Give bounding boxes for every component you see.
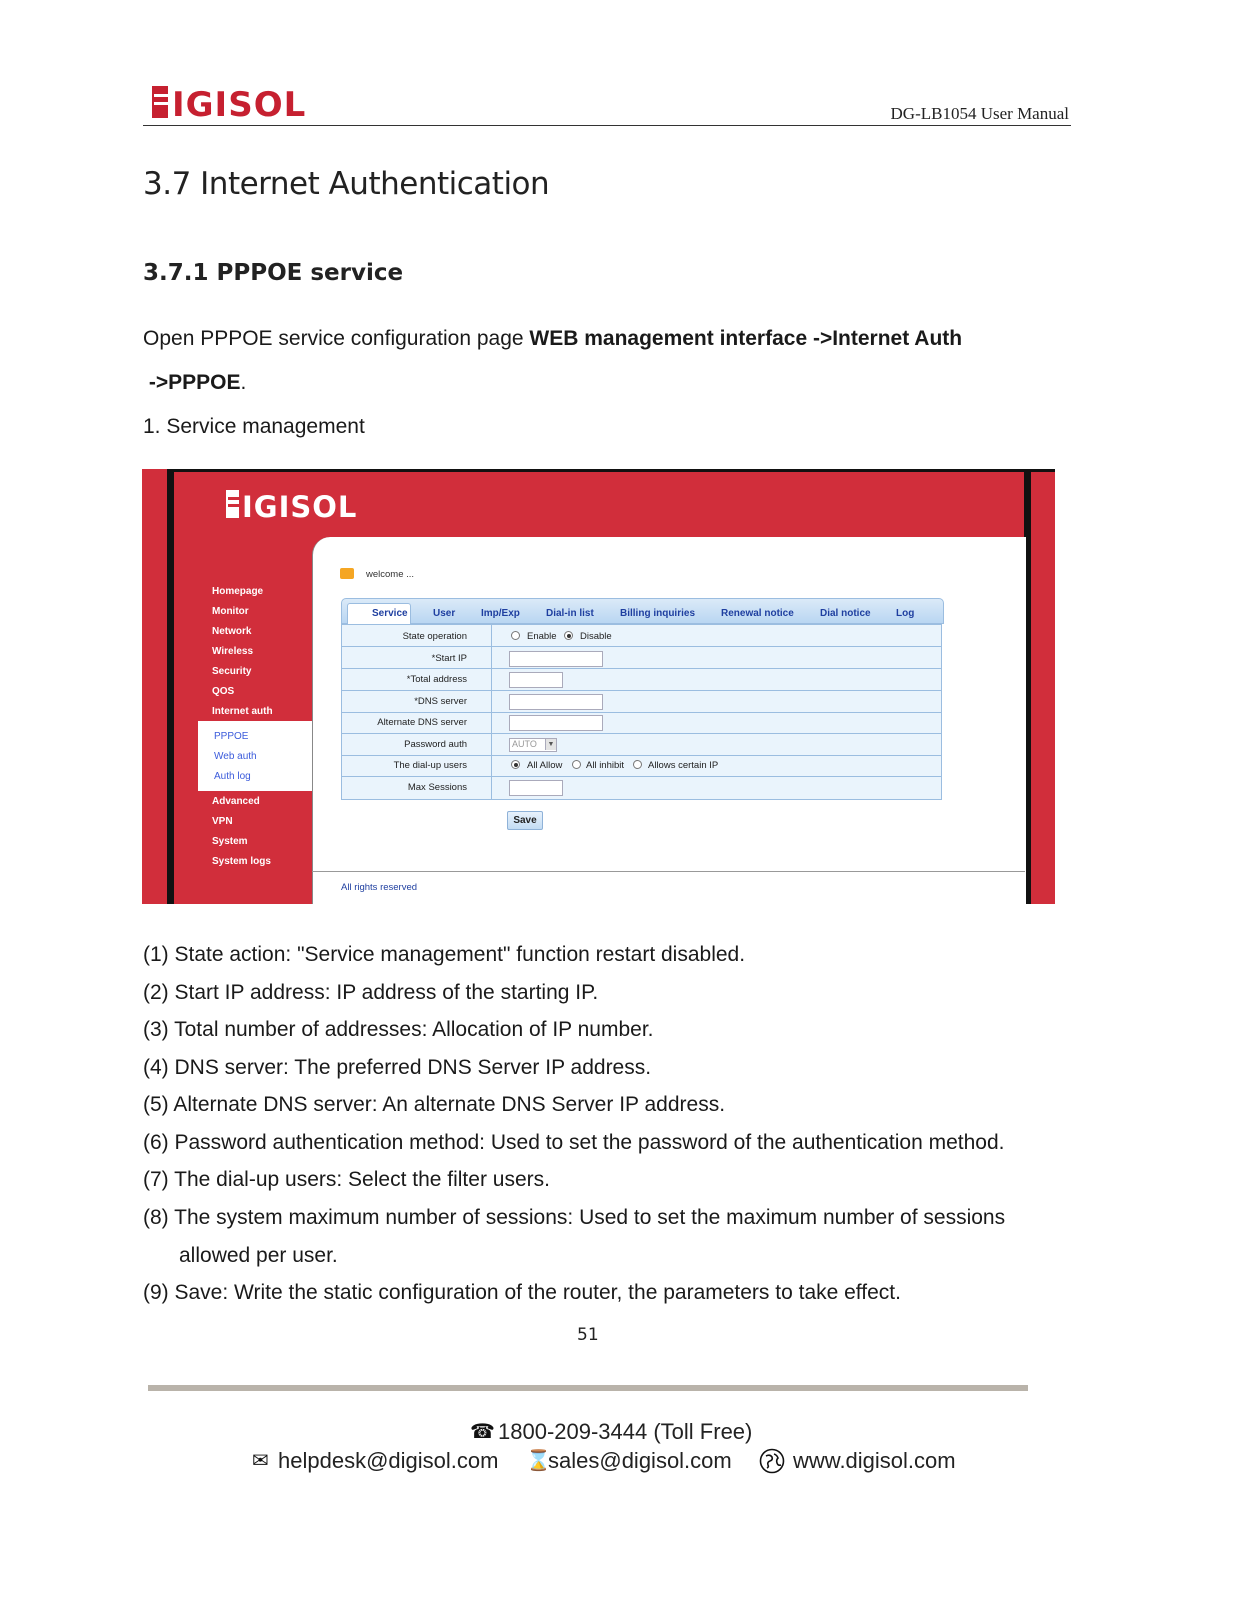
mail-icon: ✉	[252, 1450, 269, 1472]
option-all-inhibit: All inhibit	[586, 760, 625, 771]
row-divider	[341, 733, 942, 734]
label-dialup-users: The dial-up users	[393, 760, 467, 771]
frame-top	[167, 469, 1055, 472]
row-divider	[341, 690, 942, 691]
description-item: (1) State action: "Service management" function restart disabled.	[143, 943, 746, 966]
radio-all-inhibit[interactable]	[572, 760, 581, 769]
label-state-operation: State operation	[402, 631, 467, 642]
label-max-sessions: Max Sessions	[407, 782, 467, 793]
row-divider	[341, 646, 942, 647]
label-total-address: *Total address	[406, 674, 467, 685]
speaker-icon	[340, 568, 354, 579]
footer-phone: 1800-209-3444 (Toll Free)	[498, 1419, 753, 1444]
intro-path: WEB management interface ->Internet Auth	[529, 327, 963, 350]
tab-dial-in-list[interactable]: Dial-in list	[546, 608, 594, 619]
nav-advanced[interactable]: Advanced	[212, 796, 260, 807]
header-rule	[143, 125, 1071, 126]
intro-suffix: .	[240, 371, 247, 394]
nav-homepage[interactable]: Homepage	[212, 586, 264, 597]
save-button[interactable]: Save	[507, 811, 543, 830]
tab-imp-exp[interactable]: Imp/Exp	[481, 608, 520, 619]
nav-internet-auth[interactable]: Internet auth	[212, 706, 273, 717]
radio-all-allow[interactable]	[511, 760, 520, 769]
svg-text:IGISOL: IGISOL	[172, 85, 307, 122]
description-item: (2) Start IP address: IP address of the starting IP.	[143, 981, 599, 1004]
option-allows-certain-ip: Allows certain IP	[648, 760, 719, 771]
option-disable: Disable	[580, 631, 612, 642]
footer-sales-email[interactable]: sales@digisol.com	[548, 1448, 732, 1473]
chevron-down-icon[interactable]: ▼	[545, 739, 556, 750]
globe-icon	[759, 1448, 785, 1474]
tab-user[interactable]: User	[433, 608, 456, 619]
alternate-dns-input[interactable]	[509, 715, 603, 731]
frame-left	[167, 469, 174, 904]
phone-icon: ☎	[470, 1421, 495, 1443]
welcome-text: welcome ...	[366, 569, 415, 580]
label-dns-server: *DNS server	[414, 696, 467, 707]
subsection-title: 3.7.1 PPPOE service	[143, 260, 404, 286]
password-auth-value: AUTO	[512, 739, 537, 749]
radio-allows-certain-ip[interactable]	[633, 760, 642, 769]
label-alternate-dns: Alternate DNS server	[377, 717, 467, 728]
intro-prefix: Open PPPOE service configuration page	[143, 327, 530, 350]
row-divider	[341, 712, 942, 713]
nav-vpn[interactable]: VPN	[212, 816, 233, 827]
max-sessions-input[interactable]	[509, 780, 563, 796]
description-item: (4) DNS server: The preferred DNS Server IP address.	[143, 1056, 652, 1079]
radio-disable[interactable]	[564, 631, 573, 640]
router-ui-screenshot	[142, 469, 1055, 904]
tab-service[interactable]: Service	[372, 608, 408, 619]
service-management-label: 1. Service management	[143, 415, 365, 438]
digisol-logo	[152, 82, 402, 122]
nav-qos[interactable]: QOS	[212, 686, 235, 697]
svg-text:IGISOL: IGISOL	[242, 490, 358, 521]
nav-security[interactable]: Security	[212, 666, 252, 677]
section-title: 3.7 Internet Authentication	[143, 166, 550, 202]
row-divider	[341, 668, 942, 669]
nav-system[interactable]: System	[212, 836, 248, 847]
start-ip-input[interactable]	[509, 651, 603, 667]
subnav-pppoe[interactable]: PPPOE	[214, 731, 249, 742]
subnav-auth-log[interactable]: Auth log	[214, 771, 251, 782]
subnav-web-auth[interactable]: Web auth	[214, 751, 257, 762]
manual-title: DG-LB1054 User Manual	[890, 104, 1069, 123]
row-divider	[341, 776, 942, 777]
footer-website[interactable]: www.digisol.com	[793, 1448, 956, 1473]
footer-rule	[148, 1385, 1028, 1391]
page-number: 51	[577, 1325, 599, 1345]
option-all-allow: All Allow	[527, 760, 563, 771]
tab-renewal-notice[interactable]: Renewal notice	[721, 608, 794, 619]
nav-system-logs[interactable]: System logs	[212, 856, 271, 867]
tab-dial-notice[interactable]: Dial notice	[820, 608, 871, 619]
nav-wireless[interactable]: Wireless	[212, 646, 254, 657]
description-item: (3) Total number of addresses: Allocation of IP number.	[143, 1018, 654, 1041]
nav-monitor[interactable]: Monitor	[212, 606, 249, 617]
description-item: (9) Save: Write the static configuration of the router, the parameters to take effect.	[143, 1281, 901, 1304]
description-item: (6) Password authentication method: Used to set the password of the authentication method.	[143, 1131, 1005, 1154]
hourglass-icon: ⌛	[526, 1450, 551, 1472]
label-password-auth: Password auth	[404, 739, 467, 750]
intro-paragraph	[143, 317, 1043, 405]
dns-server-input[interactable]	[509, 694, 603, 710]
all-rights-reserved: All rights reserved	[341, 882, 418, 893]
footer-helpdesk-email[interactable]: helpdesk@digisol.com	[278, 1448, 499, 1473]
label-start-ip: *Start IP	[431, 653, 467, 664]
intro-path-2: ->PPPOE	[148, 371, 241, 394]
description-item-continuation: allowed per user.	[179, 1244, 338, 1267]
content-footer-line	[312, 871, 1025, 872]
tab-billing-inquiries[interactable]: Billing inquiries	[620, 608, 696, 619]
description-item: (7) The dial-up users: Select the filter users.	[143, 1168, 550, 1191]
row-divider	[341, 755, 942, 756]
option-enable: Enable	[527, 631, 557, 642]
radio-enable[interactable]	[511, 631, 520, 640]
description-item: (8) The system maximum number of sessions: Used to set the maximum number of sessions	[143, 1206, 1006, 1229]
nav-network[interactable]: Network	[212, 626, 252, 637]
description-item: (5) Alternate DNS server: An alternate DNS Server IP address.	[143, 1093, 726, 1116]
total-address-input[interactable]	[509, 672, 563, 688]
router-digisol-logo	[226, 487, 426, 521]
tab-log[interactable]: Log	[896, 608, 915, 619]
